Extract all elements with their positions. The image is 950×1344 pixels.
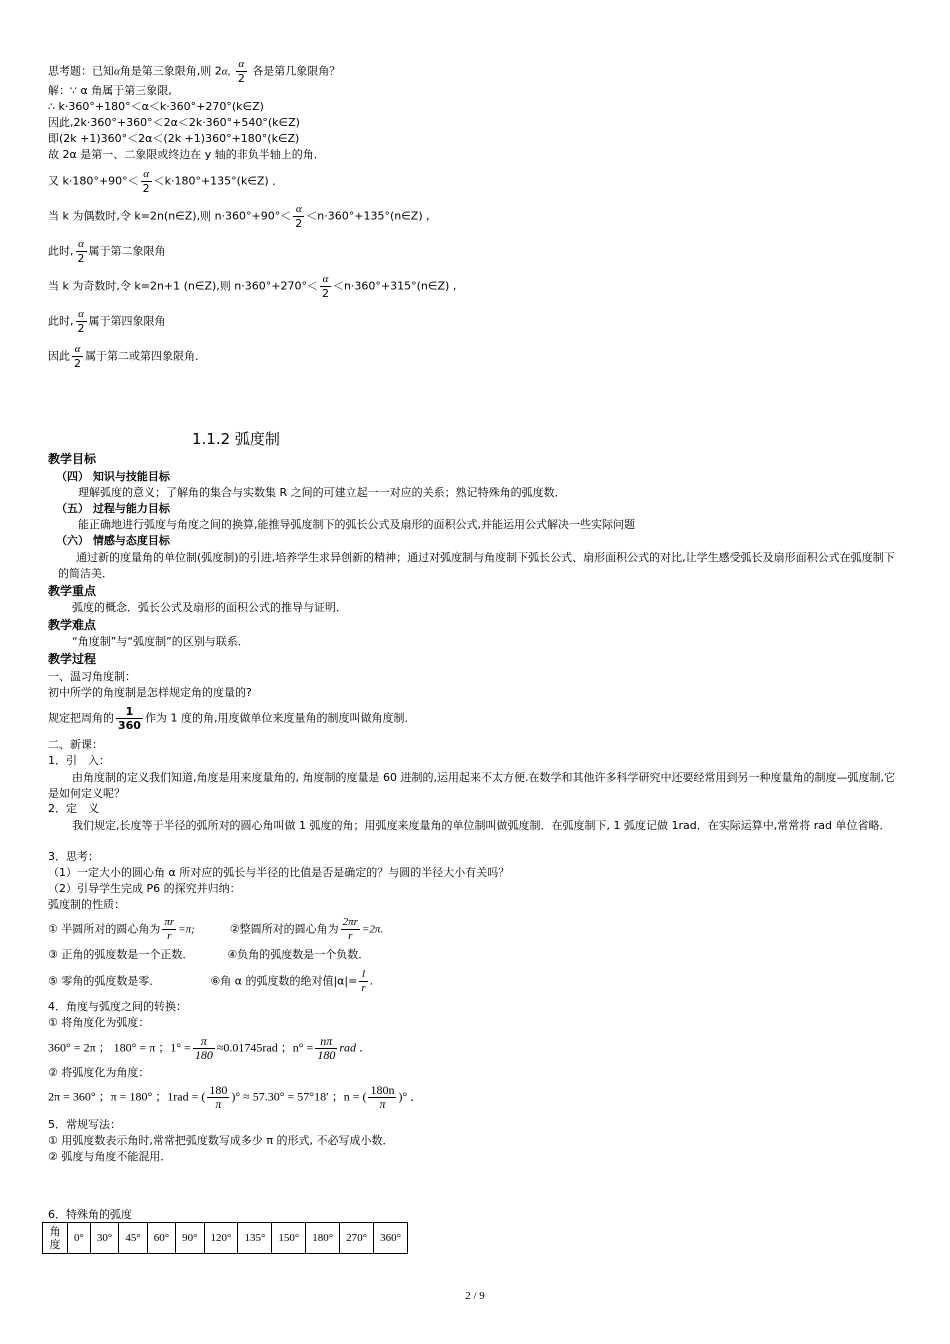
- heading-difficulty: 教学难点: [48, 618, 97, 632]
- heading-goals: 教学目标: [48, 452, 97, 466]
- goal-2-heading: （五） 过程与能力目标: [56, 502, 170, 515]
- degree-cell: 60°: [147, 1223, 175, 1254]
- difficulty-text: “角度制”与“弧度制”的区别与联系．: [72, 635, 249, 648]
- degree-cell: 90°: [176, 1223, 204, 1254]
- process-line-5: 1．引 入：: [48, 754, 110, 767]
- property-row-3: ⑤ 零角的弧度数是零． ⑥角 α 的弧度数的绝对值|α|= $\frac{l}{r}$ .: [48, 968, 374, 994]
- degree-cell: 150°: [272, 1223, 306, 1254]
- page-number: 2 / 9: [465, 1290, 485, 1302]
- solution-line-11: 因此 $\frac{\alpha}{2}$ 属于第二或第四象限角．: [48, 343, 206, 370]
- process-line-2: 初中所学的角度制是怎样规定角的度量的?: [48, 686, 252, 699]
- solution-line-8: 此时, $\frac{\alpha}{2}$ 属于第二象限角: [48, 238, 166, 265]
- conversion-rad-to-deg: ② 将弧度化为角度：: [48, 1066, 150, 1079]
- property-row-1: ① 半圆所对的圆心角为 $\frac{\pi r}{r}$ =π; ②整圆所对的圆心角为 $\frac{2\pi r}{r}$ =2π.: [48, 916, 384, 942]
- solution-line-6: 又 k·180°+90°＜ $\frac{\alpha}{2}$ ＜k·180°+135°(k∈Z) ．: [48, 168, 284, 195]
- property-row-2: ③ 正角的弧度数是一个正数． ④负角的弧度数是一个负数．: [48, 948, 370, 961]
- degree-cell: 360°: [374, 1223, 408, 1254]
- solution-line-2: ∴ k·360°+180°＜α＜k·360°+270°(k∈Z): [48, 100, 264, 113]
- writing-rule-1: ① 用弧度数表示角时,常常把弧度数写成多少 π 的形式, 不必写成小数．: [48, 1134, 394, 1147]
- process-line-1: 一、温习角度制：: [48, 670, 136, 683]
- heading-key: 教学重点: [48, 584, 97, 598]
- writing-heading: 5．常规写法：: [48, 1118, 121, 1131]
- degree-cell: 0°: [68, 1223, 91, 1254]
- section-title: 1.1.2 弧度制: [192, 430, 280, 448]
- process-line-6: 由角度制的定义我们知道,角度是用来度量角的, 角度制的度量是 60 进制的,运用起来不太方便.在数学和其他许多科学研究中还要经常用到另一种度量角的制度—弧度制,它是如何定义呢？: [48, 771, 895, 800]
- process-line-10: （1）一定大小的圆心角 α 所对应的弧长与半径的比值是否是确定的？与圆的半径大小有关吗？: [48, 866, 510, 879]
- conversion-deg-to-rad: ① 将角度化为弧度：: [48, 1016, 150, 1029]
- conversion-formula-1: 360° = 2π ； 180° = π ；1° = $\frac{\pi}{180}$ ≈0.01745rad ；n° = $\frac{n\pi}{180}$ rad ．: [48, 1034, 371, 1062]
- degree-cell: 135°: [238, 1223, 272, 1254]
- conversion-heading: 4．角度与弧度之间的转换：: [48, 1000, 187, 1013]
- solution-line-9: 当 k 为奇数时,令 k=2n+1 (n∈Z),则 n·360°+270°＜ $\frac{\alpha}{2}$ ＜n·360°+315°(n∈Z) ,: [48, 273, 457, 300]
- degree-cell: 270°: [340, 1223, 374, 1254]
- writing-rule-2: ② 弧度与角度不能混用．: [48, 1150, 172, 1163]
- table-header-cell: 角度: [43, 1223, 68, 1254]
- heading-process: 教学过程: [48, 652, 97, 666]
- solution-line-1: 解：∵ α 角属于第三象限,: [48, 84, 172, 97]
- goal-2-text: 能正确地进行弧度与角度之间的换算,能推导弧度制下的弧长公式及扇形的面积公式,并能运用公式解决一些实际问题: [78, 518, 635, 531]
- solution-line-4: 即(2k +1)360°＜2α＜(2k +1)360°+180°(k∈Z): [48, 132, 300, 145]
- special-angles-table: [42, 1222, 408, 1254]
- solution-line-7: 当 k 为偶数时,令 k=2n(n∈Z),则 n·360°+90°＜ $\frac{\alpha}{2}$ ＜n·360°+135°(n∈Z) ,: [48, 203, 430, 230]
- degree-cell: 120°: [204, 1223, 238, 1254]
- degree-cell: 180°: [306, 1223, 340, 1254]
- goal-1-heading: （四） 知识与技能目标: [56, 470, 170, 483]
- solution-line-3: 因此,2k·360°+360°＜2α＜2k·360°+540°(k∈Z): [48, 116, 300, 129]
- conversion-formula-2: 2π = 360° ；π = 180° ；1rad = ( $\frac{180}{\pi}$ )° ≈ 57.30° = 57°18′ ；n = ( $\frac{180n}{\pi}$ )° ．: [48, 1083, 423, 1111]
- process-line-4: 二、新课：: [48, 738, 103, 751]
- solution-line-10: 此时, $\frac{\alpha}{2}$ 属于第四象限角: [48, 308, 166, 335]
- degree-cell: 30°: [90, 1223, 118, 1254]
- goal-1-text: 理解弧度的意义；了解角的集合与实数集 R 之间的可建立起一一对应的关系；熟记特殊角的弧度数．: [78, 486, 566, 499]
- thinking-question: 思考题：已知α角是第三象限角,则 2α, $\frac{\alpha}{2}$ 各是第几象限角？: [48, 58, 341, 85]
- process-line-12: 弧度制的性质：: [48, 898, 125, 911]
- goal-3-heading: （六） 情感与态度目标: [56, 534, 170, 547]
- table-row: [43, 1223, 408, 1254]
- degree-cell: 45°: [119, 1223, 147, 1254]
- key-text: 弧度的概念．弧长公式及扇形的面积公式的推导与证明．: [72, 601, 347, 614]
- process-line-7: 2．定 义: [48, 802, 99, 815]
- goal-3-text: 通过新的度量角的单位制(弧度制)的引进,培养学生求异创新的精神；通过对弧度制与角度制下弧长公式、扇形面积公式的对比,让学生感受弧长及扇形面积公式在弧度制下的简洁美．: [58, 551, 895, 580]
- process-line-3: 规定把周角的 $\frac{1}{360}$ 作为 1 度的角,用度做单位来度量角的制度叫做角度制．: [48, 705, 416, 732]
- solution-line-5: 故 2α 是第一、二象限或终边在 y 轴的非负半轴上的角．: [48, 148, 325, 161]
- table-title: 6．特殊角的弧度: [48, 1208, 132, 1221]
- process-line-8: 我们规定,长度等于半径的弧所对的圆心角叫做 1 弧度的角；用弧度来度量角的单位制叫做弧度制．在弧度制下, 1 弧度记做 1rad．在实际运算中,常常将 rad 单位省略．: [72, 819, 891, 832]
- fraction: $\frac{\alpha}{2}$: [237, 58, 245, 85]
- process-line-11: （2）引导学生完成 P6 的探究并归纳：: [48, 882, 241, 895]
- process-line-9: 3．思考：: [48, 850, 99, 863]
